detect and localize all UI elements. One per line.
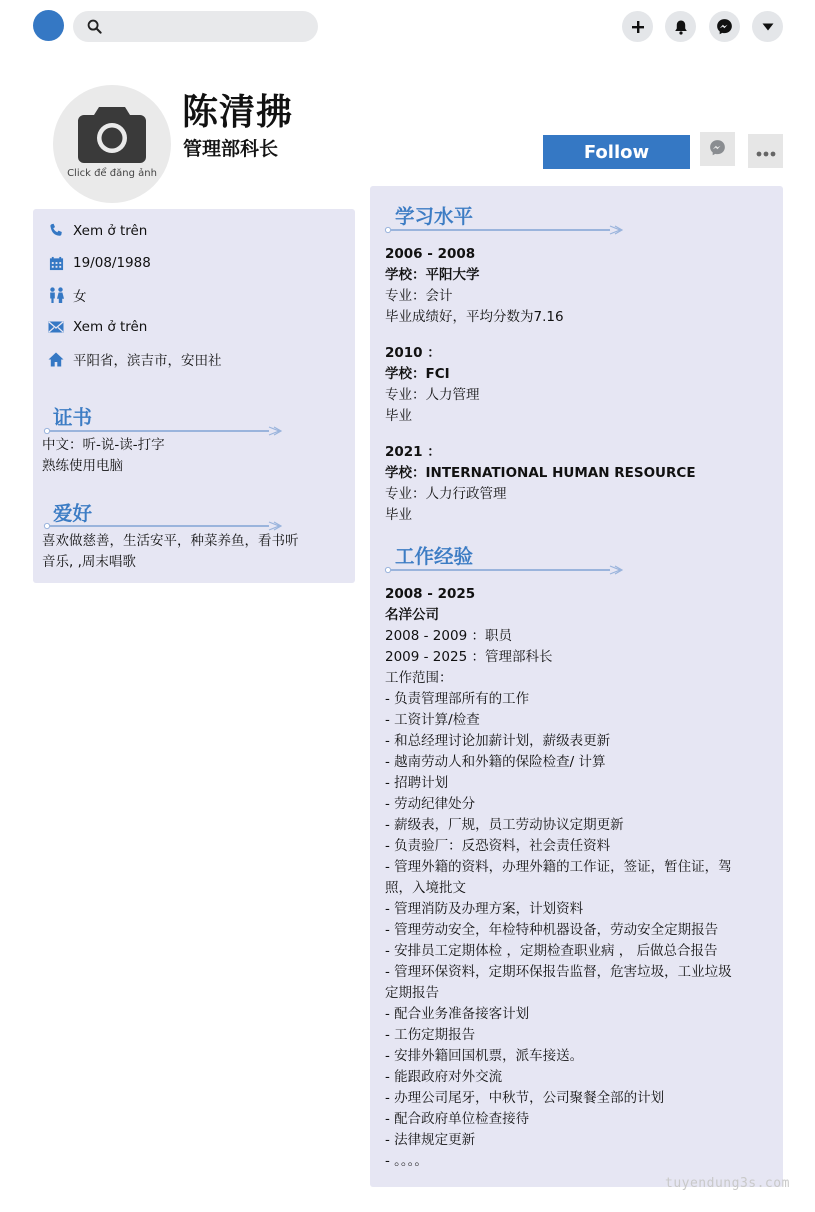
hobby-line: 喜欢做慈善，生活安平，种菜养鱼，看书听 (42, 533, 299, 549)
education-school: 学校：INTERNATIONAL HUMAN RESOURCE (385, 465, 696, 481)
contact-gender-text: 女 (73, 289, 87, 305)
education-entry (385, 244, 564, 328)
phone-icon (47, 222, 65, 240)
watermark: tuyendung3s.com (665, 1176, 790, 1191)
education-school: 学校：FCI (385, 366, 450, 382)
education-major: 专业：人力行政管理 (385, 486, 507, 502)
education-divider (384, 225, 624, 235)
contact-address-text: 平阳省，滨吉市，安田社 (73, 353, 222, 369)
education-note: 毕业 (385, 507, 412, 523)
messenger-button[interactable] (709, 11, 740, 42)
notifications-button[interactable] (665, 11, 696, 42)
more-options-button[interactable] (748, 134, 783, 168)
create-button[interactable] (622, 11, 653, 42)
experience-years: 2008 - 2025 (385, 586, 476, 602)
education-note: 毕业成绩好，平均分数为7.16 (385, 309, 564, 325)
certificates-heading: 证书 (53, 406, 93, 429)
experience-line: - 招聘计划 (385, 775, 449, 791)
contact-phone (47, 220, 147, 242)
experience-line: - 负责管理部所有的工作 (385, 691, 530, 707)
mail-icon (47, 318, 65, 336)
experience-line: - 越南劳动人和外籍的保险检查/ 计算 (385, 754, 606, 770)
contact-address (47, 348, 222, 370)
caret-down-icon (762, 23, 774, 31)
experience-line: - 配合业务准备接客计划 (385, 1006, 530, 1022)
education-years: 2006 - 2008 (385, 246, 476, 262)
search-input[interactable] (110, 19, 310, 34)
contact-email-text: Xem ở trên (73, 319, 148, 335)
experience-line: - 。。。。 (385, 1153, 428, 1169)
experience-company: 名洋公司 (385, 607, 439, 623)
education-major: 专业：人力管理 (385, 387, 480, 403)
contact-gender (47, 284, 87, 306)
messenger-icon (709, 139, 726, 160)
account-menu-button[interactable] (752, 11, 783, 42)
experience-divider (384, 565, 624, 575)
experience-line: - 管理劳动安全，年检特种机器设备，劳动安全定期报告 (385, 922, 719, 938)
follow-button[interactable]: Follow (543, 135, 690, 169)
messenger-icon (716, 18, 733, 35)
certificate-item: 中文：听-说-读-打字 (42, 437, 165, 453)
certificates-list (42, 435, 165, 477)
education-entry (385, 442, 696, 526)
experience-line: - 薪级表，厂规，员工劳动协议定期更新 (385, 817, 624, 833)
camera-icon (77, 103, 147, 171)
app-logo[interactable] (33, 10, 64, 41)
profile-job-title: 管理部科长 (183, 138, 279, 160)
contact-email (47, 316, 147, 338)
home-icon (47, 350, 65, 368)
contact-birthday-text: 19/08/1988 (73, 255, 151, 271)
experience-line: - 工伤定期报告 (385, 1027, 476, 1043)
hobby-line: 音乐, ,周末唱歌 (42, 554, 136, 570)
experience-line: - 管理消防及办理方案，计划资料 (385, 901, 584, 917)
hobbies-divider (43, 521, 283, 531)
experience-line: - 安排外籍回国机票，派车接送。 (385, 1048, 584, 1064)
contact-birthday (47, 252, 151, 274)
avatar-caption: Click để đăng ảnh (67, 168, 157, 179)
education-major: 专业：会计 (385, 288, 453, 304)
search-bar[interactable] (73, 11, 318, 42)
education-note: 毕业 (385, 408, 412, 424)
experience-line: - 和总经理讨论加薪计划，薪级表更新 (385, 733, 611, 749)
hobbies-heading: 爱好 (53, 502, 93, 525)
experience-line: - 管理外籍的资料，办理外籍的工作证，签证，暂住证，驾 (385, 859, 732, 875)
message-button[interactable] (700, 132, 735, 166)
education-entry (385, 343, 480, 427)
search-icon (87, 19, 102, 34)
gender-icon (47, 286, 65, 304)
contact-phone-text: Xem ở trên (73, 223, 148, 239)
experience-line: 2008 - 2009 ：职员 (385, 628, 512, 644)
experience-heading: 工作经验 (395, 545, 474, 568)
education-heading: 学习水平 (395, 205, 474, 228)
experience-entry (385, 584, 732, 1172)
experience-line: - 工资计算/检查 (385, 712, 480, 728)
education-school: 学校：平阳大学 (385, 267, 480, 283)
education-years: 2010 ： (385, 345, 441, 361)
experience-line: - 法律规定更新 (385, 1132, 476, 1148)
experience-line: - 能跟政府对外交流 (385, 1069, 503, 1085)
experience-line: - 办理公司尾牙，中秋节，公司聚餐全部的计划 (385, 1090, 665, 1106)
education-years: 2021 ： (385, 444, 441, 460)
experience-line: - 管理环保资料，定期环保报告监督，危害垃圾，工业垃圾 (385, 964, 732, 980)
experience-line: 工作范围： (385, 670, 453, 686)
avatar-upload[interactable] (53, 85, 171, 203)
certificate-item: 熟练使用电脑 (42, 458, 123, 474)
ellipsis-icon (756, 142, 776, 161)
experience-line: 2009 - 2025 ：管理部科长 (385, 649, 553, 665)
experience-line: - 劳动纪律处分 (385, 796, 476, 812)
experience-line: 照，入境批文 (385, 880, 466, 896)
hobbies-text (42, 531, 299, 573)
experience-line: 定期报告 (385, 985, 439, 1001)
experience-line: - 配合政府单位检查接待 (385, 1111, 530, 1127)
plus-icon (631, 20, 645, 34)
experience-line: - 安排员工定期体检 ，定期检查职业病 ， 后做总合报告 (385, 943, 718, 959)
experience-duties (385, 626, 732, 1172)
bell-icon (674, 19, 688, 35)
profile-name: 陈清拂 (182, 92, 294, 133)
experience-line: - 负责验厂：反恐资料，社会责任资料 (385, 838, 611, 854)
calendar-icon (47, 254, 65, 272)
